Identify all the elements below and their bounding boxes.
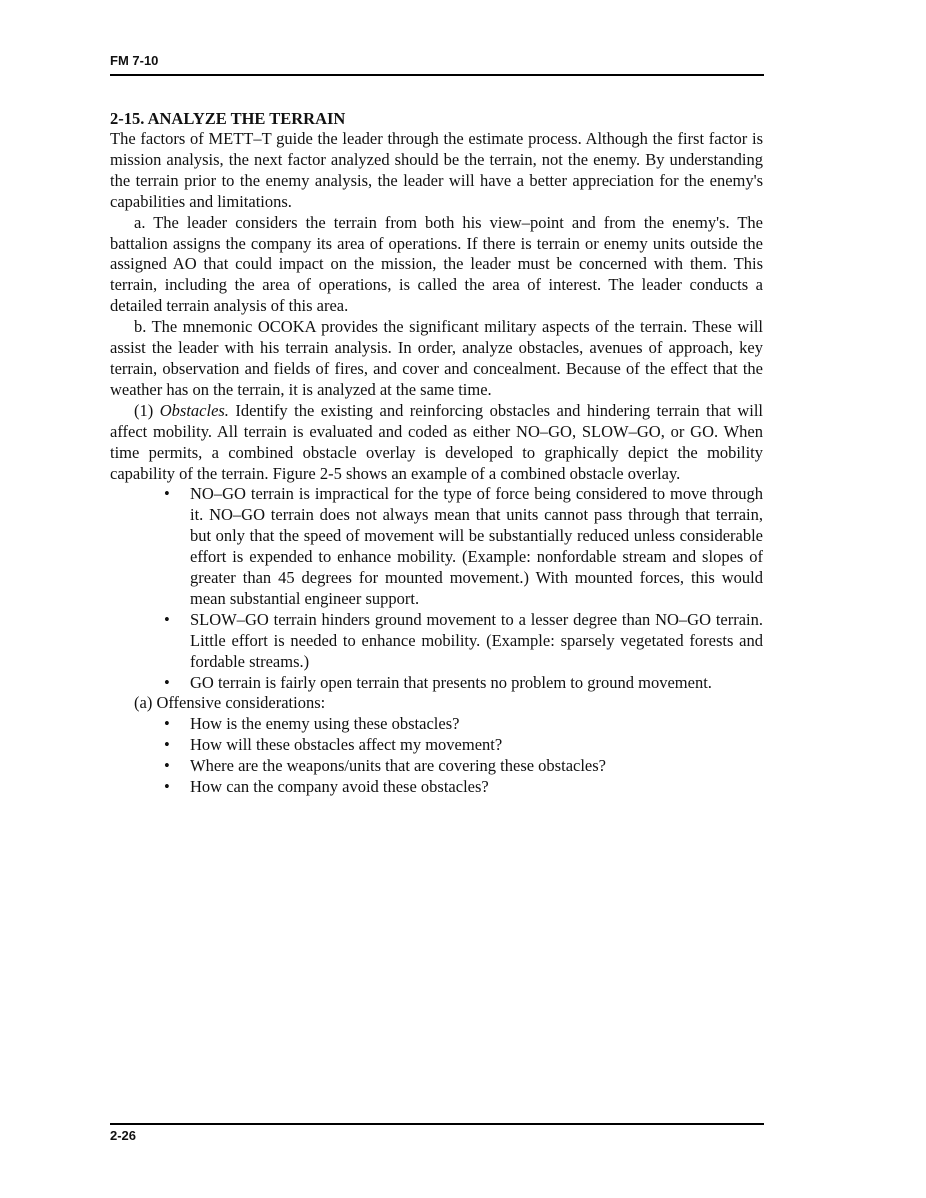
- list-item-text: Where are the weapons/units that are covering these obstacles?: [190, 756, 606, 776]
- bullet-icon: •: [164, 672, 170, 692]
- list-item-text: How is the enemy using these obstacles?: [190, 714, 460, 734]
- list-item-text: GO terrain is fairly open terrain that presents no problem to ground movement.: [190, 672, 712, 692]
- intro-paragraph: The factors of METT–T guide the leader through the estimate process. Although the first factor is mission analysis, the next factor analyzed should be the terrain, not the enemy. By understanding the terrain prior to the enemy analysis, the leader will have a better appreciation for the enemy's capabilities and limitations.: [110, 129, 763, 211]
- obstacles-term: Obstacles.: [159, 400, 229, 420]
- page-number: 2-26: [110, 1128, 137, 1143]
- offensive-considerations-heading: (a) Offensive considerations:: [134, 693, 326, 713]
- running-header: FM 7-10: [110, 53, 159, 68]
- list-item: [164, 777, 763, 798]
- paragraph-b: b. The mnemonic OCOKA provides the significant military aspects of the terrain. These will assist the leader with his terrain analysis. In order, analyze obstacles, avenues of approach, key terrain, observation and fields of fires, and cover and concealment. Because of the effect that the weather has on the terrain, it is analyzed at the same time.: [110, 317, 763, 399]
- bullet-icon: •: [164, 777, 170, 797]
- footer-rule: [110, 1123, 764, 1125]
- bullet-icon: •: [164, 484, 170, 504]
- list-item: [164, 609, 763, 673]
- bullet-icon: •: [164, 609, 170, 629]
- page-body: [110, 108, 763, 798]
- obstacles-number: (1): [134, 400, 160, 420]
- list-item: [164, 756, 763, 777]
- bullet-icon: •: [164, 714, 170, 734]
- bullet-icon: •: [164, 735, 170, 755]
- offensive-considerations-list: [110, 714, 763, 798]
- list-item: [164, 714, 763, 735]
- list-item-text: How can the company avoid these obstacles?: [190, 777, 489, 797]
- list-item-text: NO–GO terrain is impractical for the type of force being considered to move through it. NO–GO terrain does not always mean that units cannot pass through that terrain, but only that the speed of movement will be substantially reduced unless considerable effort is expended to enhance mobility. (Example: nonfordable stream and slopes of greater than 45 degrees for mounted movement.) With mounted forces, this would mean substantial engineer support.: [190, 484, 763, 608]
- list-item-text: SLOW–GO terrain hinders ground movement to a lesser degree than NO–GO terrain. Little effort is needed to enhance mobility. (Example: sparsely vegetated forests and fordable streams.): [190, 609, 763, 671]
- terrain-classification-list: [110, 484, 763, 693]
- list-item: [164, 484, 763, 609]
- list-item: [164, 735, 763, 756]
- list-item: [164, 672, 763, 694]
- section-title: 2-15. ANALYZE THE TERRAIN: [110, 109, 346, 128]
- paragraph-a: a. The leader considers the terrain from both his view–point and from the enemy's. The battalion assigns the company its area of operations. If there is terrain or enemy units outside the assigned AO that could impact on the mission, the leader must be concerned with them. This terrain, including the area of operations, is called the area of interest. The leader conducts a detailed terrain analysis of this area.: [110, 212, 763, 316]
- list-item-text: How will these obstacles affect my movement?: [190, 735, 503, 755]
- header-rule: [110, 74, 764, 76]
- bullet-icon: •: [164, 756, 170, 776]
- obstacles-body: Identify the existing and reinforcing obstacles and hindering terrain that will affect mobility. All terrain is evaluated and coded as either NO–GO, SLOW–GO, or GO. When time permits, a combined obstacle overlay is developed to graphically depict the mobility capability of the terrain. Figure 2-5 shows an example of a combined obstacle overlay.: [110, 400, 764, 483]
- paragraph-obstacles: [110, 401, 763, 485]
